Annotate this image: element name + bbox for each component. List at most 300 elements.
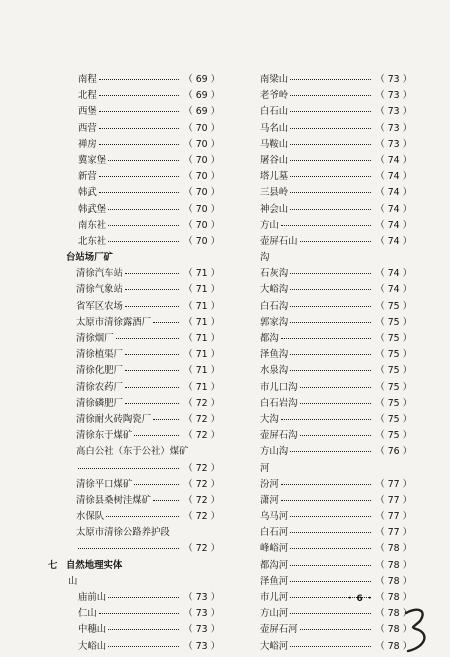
dot-leader bbox=[290, 289, 371, 290]
dot-leader bbox=[290, 79, 371, 80]
toc-entry bbox=[252, 509, 412, 525]
toc-entry bbox=[48, 88, 220, 104]
dot-leader bbox=[78, 468, 179, 469]
dot-leader bbox=[108, 597, 179, 598]
toc-category-heading bbox=[48, 250, 220, 266]
entry-page-number: （ 71 ） bbox=[183, 284, 220, 296]
entry-page-number: （ 71 ） bbox=[183, 349, 220, 361]
dot-leader bbox=[108, 225, 179, 226]
entry-label: 清徐磷肥厂 bbox=[76, 397, 123, 409]
entry-page-number: （ 74 ） bbox=[375, 171, 412, 183]
entry-page-number: （ 71 ） bbox=[183, 300, 220, 312]
entry-page-number: （ 75 ） bbox=[375, 413, 412, 425]
page-value: 74 bbox=[387, 171, 400, 183]
toc-entry bbox=[48, 169, 220, 185]
entry-label: 南程 bbox=[78, 74, 97, 85]
page-value: 73 bbox=[387, 106, 400, 118]
toc-entry bbox=[252, 234, 412, 250]
entry-page-number: （ 78 ） bbox=[375, 575, 412, 587]
entry-label: 塔儿墓 bbox=[260, 171, 289, 183]
entry-page-number: （ 75 ） bbox=[375, 397, 412, 409]
page-value: 70 bbox=[195, 235, 208, 247]
toc-entry bbox=[48, 266, 220, 282]
toc-entry bbox=[48, 606, 220, 622]
entry-page-number: （ 69 ） bbox=[183, 74, 220, 85]
dot-leader bbox=[290, 128, 371, 129]
entry-page-number: （ 72 ） bbox=[183, 413, 220, 425]
entry-page-number: （ 74 ） bbox=[375, 203, 412, 215]
entry-label: 南东社 bbox=[78, 219, 107, 231]
toc-entry bbox=[48, 461, 220, 477]
entry-page-number: （ 72 ） bbox=[183, 494, 220, 506]
entry-label: 清徐平口煤矿 bbox=[76, 478, 133, 490]
entry-page-number: （ 78 ） bbox=[375, 608, 412, 620]
entry-page-number: （ 72 ） bbox=[183, 397, 220, 409]
entry-page-number: （ 70 ） bbox=[183, 171, 220, 183]
toc-entry bbox=[48, 622, 220, 638]
dot-leader bbox=[125, 289, 179, 290]
dot-leader bbox=[99, 128, 180, 129]
entry-label: 马鞍山 bbox=[260, 138, 289, 150]
page-value: 70 bbox=[195, 219, 208, 231]
page-value: 72 bbox=[195, 511, 208, 523]
dot-leader bbox=[290, 160, 371, 161]
page-value: 75 bbox=[387, 316, 400, 328]
page-value: 77 bbox=[387, 494, 400, 506]
entry-page-number: （ 77 ） bbox=[375, 527, 412, 539]
subgroup-label: 山 bbox=[68, 575, 78, 587]
toc-entry bbox=[48, 639, 220, 655]
entry-label: 禅房 bbox=[78, 138, 97, 150]
dot-leader bbox=[290, 516, 371, 517]
toc-section-heading bbox=[48, 558, 220, 574]
entry-label: 西营 bbox=[78, 122, 97, 134]
page-value: 78 bbox=[387, 608, 400, 620]
page-value: 73 bbox=[387, 90, 400, 102]
page-value: 77 bbox=[387, 478, 400, 490]
toc-entry bbox=[48, 590, 220, 606]
toc-entry bbox=[252, 363, 412, 379]
entry-label: 白石沟 bbox=[260, 300, 289, 312]
dot-leader bbox=[99, 192, 180, 193]
toc-entry bbox=[48, 218, 220, 234]
dot-leader bbox=[153, 322, 179, 323]
entry-label: 韩武堡 bbox=[78, 203, 107, 215]
page-value: 73 bbox=[195, 624, 208, 636]
toc-entry bbox=[48, 412, 220, 428]
entry-label: 清徐气象站 bbox=[76, 284, 123, 296]
page-value: 77 bbox=[387, 511, 400, 523]
dot-leader bbox=[134, 484, 179, 485]
page-value: 70 bbox=[195, 187, 208, 199]
toc-entry bbox=[48, 347, 220, 363]
entry-label: 北东社 bbox=[78, 235, 107, 247]
dot-leader bbox=[99, 79, 180, 80]
toc-entry bbox=[252, 153, 412, 169]
entry-page-number: （ 70 ） bbox=[183, 138, 220, 150]
dot-leader bbox=[125, 387, 179, 388]
entry-label: 大峪沟 bbox=[260, 284, 289, 296]
dot-leader bbox=[106, 516, 179, 517]
toc-entry bbox=[48, 509, 220, 525]
dot-leader bbox=[125, 403, 179, 404]
entry-label: 省军区农场 bbox=[76, 300, 123, 312]
dot-leader bbox=[290, 565, 371, 566]
entry-page-number: （ 69 ） bbox=[183, 106, 220, 118]
dot-leader bbox=[281, 484, 372, 485]
entry-label: 清徐农药厂 bbox=[76, 381, 123, 393]
entry-label: 马名山 bbox=[260, 122, 289, 134]
dot-leader bbox=[99, 111, 180, 112]
entry-page-number: （ 77 ） bbox=[375, 494, 412, 506]
page-value: 69 bbox=[195, 90, 208, 102]
toc-entry bbox=[48, 444, 220, 460]
entry-label: 水泉沟 bbox=[260, 365, 289, 377]
entry-page-number: （ 75 ） bbox=[375, 333, 412, 344]
page-value: 71 bbox=[195, 300, 208, 312]
page-value: 73 bbox=[195, 640, 208, 652]
page-value: 75 bbox=[387, 413, 400, 425]
page-value: 77 bbox=[387, 527, 400, 539]
entry-page-number: （ 73 ） bbox=[375, 74, 412, 85]
entry-page-number: （ 78 ） bbox=[375, 640, 412, 652]
dot-leader bbox=[108, 209, 179, 210]
dot-leader bbox=[290, 111, 371, 112]
entry-page-number: （ 75 ） bbox=[375, 430, 412, 442]
entry-page-number: （ 73 ） bbox=[375, 106, 412, 118]
entry-label: 仁山 bbox=[78, 608, 97, 620]
entry-page-number: （ 72 ） bbox=[183, 430, 220, 442]
entry-page-number: （ 73 ） bbox=[183, 608, 220, 620]
entry-label: 方山沟 bbox=[260, 446, 289, 458]
page-number: · 6 · bbox=[348, 594, 373, 604]
entry-page-number: （ 75 ） bbox=[375, 349, 412, 361]
dot-leader bbox=[99, 95, 180, 96]
page-value: 70 bbox=[195, 203, 208, 215]
entry-label: 郭家沟 bbox=[260, 316, 289, 328]
toc-entry bbox=[48, 299, 220, 315]
toc-entry bbox=[252, 121, 412, 137]
toc-subgroup-heading bbox=[252, 250, 412, 266]
entry-label: 白石河 bbox=[260, 527, 289, 539]
toc-entry bbox=[252, 606, 412, 622]
entry-label: 市儿河 bbox=[260, 592, 289, 603]
toc-entry bbox=[48, 477, 220, 493]
dot-leader bbox=[290, 613, 371, 614]
entry-label: 庙前山 bbox=[78, 592, 107, 603]
page-value: 78 bbox=[387, 592, 400, 603]
section-number: 七 bbox=[48, 559, 58, 571]
dot-leader bbox=[78, 548, 179, 549]
entry-page-number: （ 78 ） bbox=[375, 559, 412, 571]
toc-entry bbox=[48, 396, 220, 412]
dot-leader bbox=[290, 451, 371, 452]
entry-page-number: （ 73 ） bbox=[375, 138, 412, 150]
entry-label: 中穗山 bbox=[78, 624, 107, 636]
entry-label: 高白公社（东于公社）煤矿 bbox=[76, 446, 189, 458]
toc-entry bbox=[48, 525, 220, 541]
entry-page-number: （ 73 ） bbox=[183, 640, 220, 652]
dot-leader bbox=[290, 306, 371, 307]
entry-page-number: （ 77 ） bbox=[375, 511, 412, 523]
toc-entry bbox=[252, 137, 412, 153]
page-value: 72 bbox=[195, 397, 208, 409]
toc-entry bbox=[252, 331, 412, 347]
toc-entry bbox=[252, 525, 412, 541]
entry-page-number: （ 71 ） bbox=[183, 381, 220, 393]
entry-label: 清徐耐火砖陶瓷厂 bbox=[76, 413, 152, 425]
page-value: 70 bbox=[195, 122, 208, 134]
toc-entry bbox=[48, 363, 220, 379]
toc-entry bbox=[252, 202, 412, 218]
category-label: 台站场厂矿 bbox=[66, 252, 113, 264]
entry-page-number: （ 75 ） bbox=[375, 300, 412, 312]
dot-leader bbox=[125, 354, 179, 355]
page-value: 78 bbox=[387, 543, 400, 555]
toc-entry bbox=[252, 396, 412, 412]
entry-page-number: （ 74 ） bbox=[375, 268, 412, 280]
toc-entry bbox=[252, 266, 412, 282]
entry-label: 大沟 bbox=[260, 413, 279, 425]
entry-page-number: （ 75 ） bbox=[375, 365, 412, 377]
page-value: 72 bbox=[195, 462, 208, 474]
toc-entry bbox=[252, 380, 412, 396]
entry-page-number: （ 74 ） bbox=[375, 154, 412, 166]
entry-page-number: （ 71 ） bbox=[183, 365, 220, 377]
entry-label: 清徐化肥厂 bbox=[76, 365, 123, 377]
toc-entry bbox=[252, 639, 412, 655]
page-value: 72 bbox=[195, 543, 208, 555]
entry-label: 方山 bbox=[260, 219, 279, 231]
toc-entry bbox=[252, 72, 412, 88]
page-value: 73 bbox=[195, 608, 208, 620]
toc-entry bbox=[252, 444, 412, 460]
entry-label: 白石岩沟 bbox=[260, 397, 298, 409]
dot-leader bbox=[300, 387, 372, 388]
dot-leader bbox=[125, 273, 179, 274]
toc-entry bbox=[252, 574, 412, 590]
toc-entry bbox=[48, 380, 220, 396]
entry-label: 南梁山 bbox=[260, 74, 289, 85]
page-value: 71 bbox=[195, 349, 208, 361]
page-value: 75 bbox=[387, 349, 400, 361]
toc-entry bbox=[48, 493, 220, 509]
toc-entry bbox=[48, 428, 220, 444]
page-value: 73 bbox=[387, 122, 400, 134]
entry-label: 峰峪河 bbox=[260, 543, 289, 555]
entry-page-number: （ 70 ） bbox=[183, 235, 220, 247]
dot-leader bbox=[134, 435, 179, 436]
toc-left-column bbox=[48, 72, 220, 655]
entry-label: 西堡 bbox=[78, 106, 97, 118]
entry-page-number: （ 74 ） bbox=[375, 219, 412, 231]
entry-page-number: （ 78 ） bbox=[375, 543, 412, 555]
toc-entry bbox=[48, 137, 220, 153]
dot-leader bbox=[108, 629, 179, 630]
entry-label: 潇河 bbox=[260, 494, 279, 506]
entry-label: 都沟河 bbox=[260, 559, 289, 571]
dot-leader bbox=[153, 500, 179, 501]
entry-page-number: （ 74 ） bbox=[375, 284, 412, 296]
entry-page-number: （ 74 ） bbox=[375, 187, 412, 199]
dot-leader bbox=[281, 225, 372, 226]
entry-page-number: （ 73 ） bbox=[375, 122, 412, 134]
entry-label: 清徐汽车站 bbox=[76, 268, 123, 280]
entry-label: 老爷岭 bbox=[260, 90, 289, 102]
entry-page-number: （ 73 ） bbox=[375, 90, 412, 102]
page-value: 69 bbox=[195, 106, 208, 118]
entry-label: 太原市清徐露酒厂 bbox=[76, 316, 152, 328]
dot-leader bbox=[300, 403, 372, 404]
entry-label: 水保队 bbox=[76, 511, 105, 523]
page-value: 70 bbox=[195, 154, 208, 166]
toc-right-column bbox=[252, 72, 412, 655]
dot-leader bbox=[99, 144, 180, 145]
entry-label: 白石山 bbox=[260, 106, 289, 118]
entry-page-number: （ 73 ） bbox=[183, 624, 220, 636]
dot-leader bbox=[153, 419, 179, 420]
entry-page-number: （ 72 ） bbox=[183, 543, 220, 555]
toc-entry bbox=[48, 104, 220, 120]
dot-leader bbox=[290, 354, 371, 355]
dot-leader bbox=[290, 144, 371, 145]
entry-page-number: （ 69 ） bbox=[183, 90, 220, 102]
entry-label: 清徐东于煤矿 bbox=[76, 430, 133, 442]
toc-entry bbox=[252, 104, 412, 120]
entry-label: 乌马河 bbox=[260, 511, 289, 523]
page-value: 75 bbox=[387, 365, 400, 377]
page-value: 74 bbox=[387, 203, 400, 215]
page-value: 76 bbox=[387, 446, 400, 458]
page-value: 71 bbox=[195, 268, 208, 280]
entry-page-number: （ 72 ） bbox=[183, 478, 220, 490]
toc-entry bbox=[48, 72, 220, 88]
toc-entry bbox=[252, 558, 412, 574]
entry-label: 大峪山 bbox=[78, 640, 107, 652]
page-value: 72 bbox=[195, 430, 208, 442]
entry-label: 韩武 bbox=[78, 187, 97, 199]
toc-entry bbox=[48, 185, 220, 201]
page-value: 74 bbox=[387, 219, 400, 231]
entry-page-number: （ 74 ） bbox=[375, 235, 412, 247]
entry-label: 汾河 bbox=[260, 478, 279, 490]
dot-leader bbox=[290, 646, 371, 647]
toc-entry bbox=[48, 331, 220, 347]
dot-leader bbox=[290, 581, 371, 582]
entry-page-number: （ 78 ） bbox=[375, 624, 412, 636]
page-value: 74 bbox=[387, 235, 400, 247]
page-value: 73 bbox=[387, 74, 400, 85]
entry-page-number: （ 75 ） bbox=[375, 381, 412, 393]
dot-leader bbox=[300, 435, 372, 436]
dot-leader bbox=[290, 95, 371, 96]
entry-label: 都沟 bbox=[260, 333, 279, 344]
entry-page-number: （ 70 ） bbox=[183, 154, 220, 166]
entry-label: 清徐植渠厂 bbox=[76, 349, 123, 361]
dot-leader bbox=[108, 160, 179, 161]
page-value: 75 bbox=[387, 397, 400, 409]
page-value: 74 bbox=[387, 154, 400, 166]
toc-entry bbox=[48, 234, 220, 250]
toc-entry bbox=[252, 315, 412, 331]
entry-page-number: （ 70 ） bbox=[183, 187, 220, 199]
page-value: 69 bbox=[195, 74, 208, 85]
toc-entry bbox=[252, 428, 412, 444]
toc-subgroup-heading bbox=[48, 574, 220, 590]
dot-leader bbox=[290, 209, 371, 210]
entry-page-number: （ 70 ） bbox=[183, 219, 220, 231]
page-value: 78 bbox=[387, 624, 400, 636]
entry-label: 市儿口沟 bbox=[260, 381, 298, 393]
toc-entry bbox=[252, 541, 412, 557]
page-value: 70 bbox=[195, 138, 208, 150]
entry-label: 三县岭 bbox=[260, 187, 289, 199]
page-value: 73 bbox=[387, 138, 400, 150]
dot-leader bbox=[125, 370, 179, 371]
entry-label: 屠谷山 bbox=[260, 154, 289, 166]
toc-entry bbox=[252, 88, 412, 104]
section-label: 自然地理实体 bbox=[66, 559, 123, 571]
dot-leader bbox=[290, 176, 371, 177]
entry-page-number: （ 72 ） bbox=[183, 511, 220, 523]
toc-entry bbox=[252, 477, 412, 493]
toc-entry bbox=[48, 541, 220, 557]
entry-label: 冀家堡 bbox=[78, 154, 107, 166]
entry-label: 壶屏石山 bbox=[260, 235, 298, 247]
page-value: 72 bbox=[195, 413, 208, 425]
page-value: 71 bbox=[195, 284, 208, 296]
dot-leader bbox=[290, 370, 371, 371]
toc-entry bbox=[48, 153, 220, 169]
entry-page-number: （ 78 ） bbox=[375, 592, 412, 603]
handwritten-mark-icon bbox=[400, 605, 436, 655]
dot-leader bbox=[290, 322, 371, 323]
dot-leader bbox=[108, 646, 179, 647]
dot-leader bbox=[290, 273, 371, 274]
dot-leader bbox=[116, 338, 180, 339]
entry-label: 壶屏石沟 bbox=[260, 430, 298, 442]
entry-label: 泽鱼沟 bbox=[260, 349, 289, 361]
dot-leader bbox=[290, 192, 371, 193]
page-value: 75 bbox=[387, 381, 400, 393]
dot-leader bbox=[108, 241, 179, 242]
page-value: 78 bbox=[387, 559, 400, 571]
toc-entry bbox=[252, 412, 412, 428]
dot-leader bbox=[290, 532, 371, 533]
entry-page-number: （ 76 ） bbox=[375, 446, 412, 458]
subgroup-label: 沟 bbox=[260, 252, 270, 264]
entry-page-number: （ 73 ） bbox=[183, 592, 220, 603]
page-value: 71 bbox=[195, 365, 208, 377]
entry-page-number: （ 70 ） bbox=[183, 203, 220, 215]
page-value: 75 bbox=[387, 300, 400, 312]
entry-label: 清徐烟厂 bbox=[76, 333, 114, 344]
toc-entry bbox=[48, 315, 220, 331]
toc-entry bbox=[252, 169, 412, 185]
entry-label: 大峪河 bbox=[260, 640, 289, 652]
entry-label: 新营 bbox=[78, 171, 97, 183]
entry-label: 石灰沟 bbox=[260, 268, 289, 280]
dot-leader bbox=[281, 419, 372, 420]
page-value: 74 bbox=[387, 187, 400, 199]
entry-label: 壶屏石河 bbox=[260, 624, 298, 636]
entry-label: 方山河 bbox=[260, 608, 289, 620]
toc-entry bbox=[48, 202, 220, 218]
entry-label: 北程 bbox=[78, 90, 97, 102]
dot-leader bbox=[300, 629, 372, 630]
page-value: 75 bbox=[387, 333, 400, 344]
page-value: 74 bbox=[387, 284, 400, 296]
